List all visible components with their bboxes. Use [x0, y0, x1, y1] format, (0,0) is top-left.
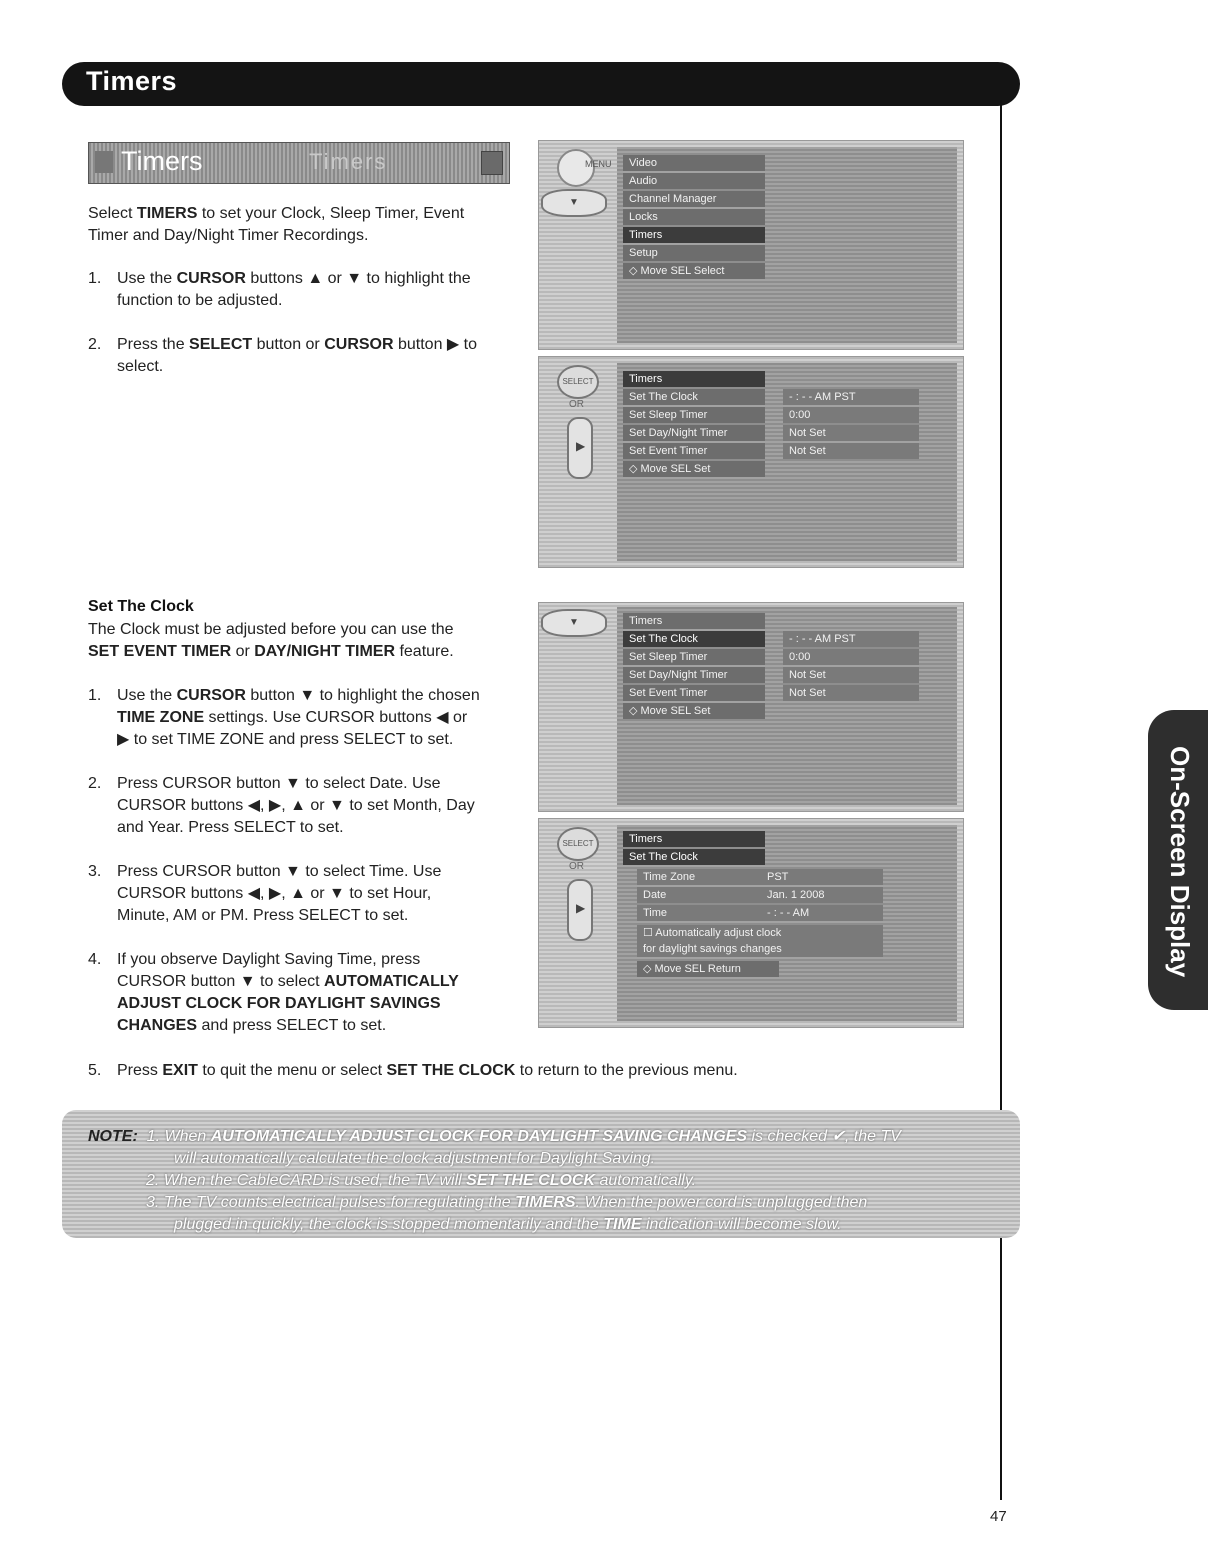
- step-number: 2.: [88, 336, 102, 353]
- section-heading: Set The Clock: [88, 598, 194, 615]
- menu-item: Set Sleep Timer: [623, 649, 765, 665]
- menu-title: Timers: [623, 831, 765, 847]
- header-bar: [62, 62, 1020, 106]
- banner-title: Timers: [121, 146, 203, 176]
- menu-footer: ◇ Move SEL Select: [623, 263, 765, 279]
- menu-row-time-zone: Time Zone PST: [637, 869, 883, 885]
- screen-display: [617, 607, 957, 805]
- menu-item: Set Day/Night Timer: [623, 425, 765, 441]
- menu-value: Not Set: [783, 685, 919, 701]
- menu-value: - : - - AM PST: [783, 631, 919, 647]
- menu-title: Timers: [623, 613, 765, 629]
- clock-step2-line3: and Year. Press SELECT to set.: [117, 819, 344, 836]
- clock-intro-line2: SET EVENT TIMER or DAY/NIGHT TIMER feature.: [88, 643, 454, 660]
- menu-item: Channel Manager: [623, 191, 765, 207]
- clock-step5-line1: Press EXIT to quit the menu or select SET THE CLOCK to return to the previous menu.: [117, 1062, 738, 1079]
- menu-value: - : - - AM PST: [783, 389, 919, 405]
- or-label: OR: [569, 861, 584, 872]
- menu-item: Locks: [623, 209, 765, 225]
- clock-step2-line2: CURSOR buttons ◀, ▶, ▲ or ▼ to set Month, Day: [117, 797, 475, 814]
- step-number: 5.: [88, 1062, 102, 1079]
- menu-item: Set Event Timer: [623, 685, 765, 701]
- select-button-icon: SELECT: [557, 827, 599, 861]
- note-line-3: 3. The TV counts electrical pulses for regulating the TIMERS. When the power cord is unplugged then: [146, 1194, 868, 1211]
- menu-item: Set The Clock: [623, 389, 765, 405]
- screen-display: [617, 147, 957, 343]
- clock-step4-line2: CURSOR button ▼ to select AUTOMATICALLY: [117, 973, 459, 990]
- tv-screen-set-clock-highlight: [538, 602, 964, 812]
- menu-item: Setup: [623, 245, 765, 261]
- dst-checkbox-label-line2: for daylight savings changes: [637, 941, 883, 957]
- note-line-1: NOTE: 1. When AUTOMATICALLY ADJUST CLOCK FOR DAYLIGHT SAVING CHANGES is checked ✔, the TV: [88, 1128, 901, 1145]
- tv-screen-main-menu: [538, 140, 964, 350]
- intro-line-2: Timer and Day/Night Timer Recordings.: [88, 227, 369, 244]
- menu-item: Video: [623, 155, 765, 171]
- menu-row-date: Date Jan. 1 2008: [637, 887, 883, 903]
- clock-step1-line2: TIME ZONE settings. Use CURSOR buttons ◀ or: [117, 709, 468, 726]
- menu-row-time: Time - : - - AM: [637, 905, 883, 921]
- menu-subtitle: Set The Clock: [623, 849, 765, 865]
- or-label: OR: [569, 399, 584, 410]
- menu-value: Not Set: [783, 667, 919, 683]
- side-tab-label: On-Screen Display: [1165, 746, 1195, 978]
- intro-step2-line1: Press the SELECT button or CURSOR button ▶ to: [117, 336, 478, 353]
- clock-step2-line1: Press CURSOR button ▼ to select Date. Use: [117, 775, 441, 792]
- menu-item-selected: Timers: [623, 227, 765, 243]
- intro-step2-line2: select.: [117, 358, 164, 375]
- clock-step3-line2: CURSOR buttons ◀, ▶, ▲ or ▼ to set Hour,: [117, 885, 432, 902]
- select-button-icon: SELECT: [557, 365, 599, 399]
- menu-footer: ◇ Move SEL Return: [637, 961, 779, 977]
- clock-step3-line1: Press CURSOR button ▼ to select Time. Use: [117, 863, 442, 880]
- timers-banner: [88, 142, 510, 184]
- intro-line-1: Select TIMERS to set your Clock, Sleep Timer, Event: [88, 205, 465, 222]
- page-title: Timers: [86, 66, 178, 96]
- remote-menu-label: MENU: [585, 159, 612, 169]
- menu-item-selected: Set The Clock: [623, 631, 765, 647]
- note-line-1b: will automatically calculate the clock adjustment for Daylight Saving.: [174, 1150, 656, 1167]
- cursor-down-icon: ▼: [541, 609, 607, 637]
- clock-step4-line3: ADJUST CLOCK FOR DAYLIGHT SAVINGS: [117, 995, 441, 1012]
- menu-item: Set Sleep Timer: [623, 407, 765, 423]
- menu-value: Not Set: [783, 425, 919, 441]
- screen-display: [617, 363, 957, 561]
- step-number: 4.: [88, 951, 102, 968]
- clock-step1-line3: ▶ to set TIME ZONE and press SELECT to set.: [117, 731, 454, 748]
- menu-title: Timers: [623, 371, 765, 387]
- vertical-rule: [1000, 100, 1002, 1500]
- screen-display: [617, 825, 957, 1021]
- menu-icon: [95, 151, 113, 173]
- page-number: 47: [990, 1508, 1007, 1525]
- step-number: 1.: [88, 270, 102, 287]
- note-line-2: 2. When the CableCARD is used, the TV will SET THE CLOCK automatically.: [146, 1172, 697, 1189]
- note-line-3b: plugged in quickly, the clock is stopped momentarily and the TIME indication will become slow.: [174, 1216, 842, 1233]
- dst-checkbox-label: ☐ Automatically adjust clock: [637, 925, 883, 941]
- menu-item: Set Day/Night Timer: [623, 667, 765, 683]
- step-number: 1.: [88, 687, 102, 704]
- menu-value: Not Set: [783, 443, 919, 459]
- menu-item: Set Event Timer: [623, 443, 765, 459]
- clock-icon: [481, 151, 503, 175]
- cursor-right-icon: ▶: [567, 879, 593, 941]
- clock-step4-line4: CHANGES and press SELECT to set.: [117, 1017, 387, 1034]
- clock-step3-line3: Minute, AM or PM. Press SELECT to set.: [117, 907, 409, 924]
- cursor-right-icon: ▶: [567, 417, 593, 479]
- menu-value: 0:00: [783, 649, 919, 665]
- menu-item: Audio: [623, 173, 765, 189]
- intro-step1-line2: function to be adjusted.: [117, 292, 283, 309]
- tv-screen-timers-menu: [538, 356, 964, 568]
- cursor-down-icon: ▼: [541, 189, 607, 217]
- menu-footer: ◇ Move SEL Set: [623, 461, 765, 477]
- intro-step1-line1: Use the CURSOR buttons ▲ or ▼ to highlight the: [117, 270, 471, 287]
- clock-step4-line1: If you observe Daylight Saving Time, press: [117, 951, 421, 968]
- step-number: 2.: [88, 775, 102, 792]
- clock-intro-line1: The Clock must be adjusted before you can use the: [88, 621, 454, 638]
- menu-footer: ◇ Move SEL Set: [623, 703, 765, 719]
- step-number: 3.: [88, 863, 102, 880]
- tv-screen-clock-settings: [538, 818, 964, 1028]
- menu-value: 0:00: [783, 407, 919, 423]
- banner-shadow-text: Timers: [309, 149, 388, 174]
- clock-step1-line1: Use the CURSOR button ▼ to highlight the chosen: [117, 687, 480, 704]
